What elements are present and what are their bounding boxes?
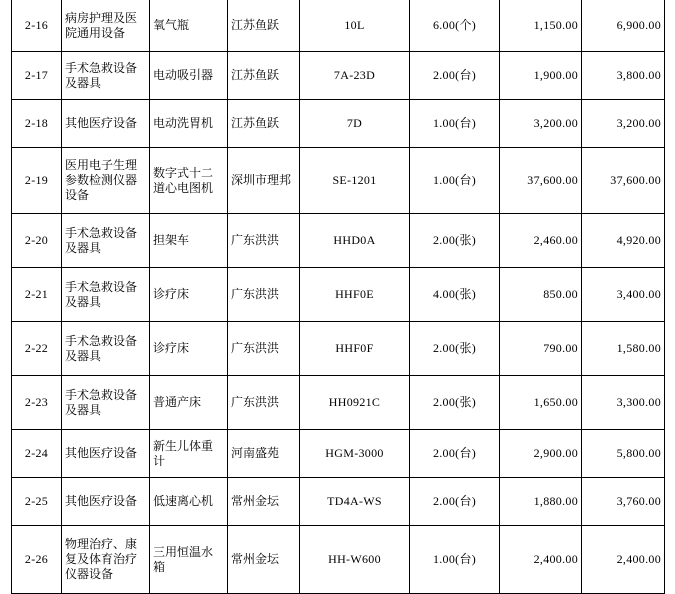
cell-category: 物理治疗、康复及体育治疗仪器设备 [62,526,150,594]
cell-quantity: 2.00(张) [410,322,500,376]
cell-name: 担架车 [150,214,228,268]
cell-index: 2-17 [12,52,62,100]
table-row [12,214,665,268]
table-row [12,100,665,148]
cell-quantity: 2.00(张) [410,376,500,430]
cell-unit-price: 1,650.00 [500,376,582,430]
cell-model: SE-1201 [300,148,410,214]
cell-brand: 江苏鱼跃 [228,52,300,100]
cell-model: HHF0E [300,268,410,322]
cell-category: 手术急救设备及器具 [62,52,150,100]
cell-unit-price: 1,150.00 [500,0,582,52]
cell-quantity: 4.00(张) [410,268,500,322]
cell-quantity: 1.00(台) [410,148,500,214]
cell-quantity: 2.00(台) [410,52,500,100]
cell-amount: 3,300.00 [582,376,665,430]
cell-category: 其他医疗设备 [62,478,150,526]
cell-name: 氧气瓶 [150,0,228,52]
equipment-table [11,0,665,594]
cell-category: 其他医疗设备 [62,100,150,148]
cell-model: 7D [300,100,410,148]
cell-category: 手术急救设备及器具 [62,268,150,322]
cell-index: 2-16 [12,0,62,52]
cell-model: 10L [300,0,410,52]
cell-index: 2-23 [12,376,62,430]
cell-brand: 江苏鱼跃 [228,0,300,52]
cell-index: 2-19 [12,148,62,214]
cell-name: 电动洗胃机 [150,100,228,148]
cell-unit-price: 790.00 [500,322,582,376]
cell-category: 手术急救设备及器具 [62,214,150,268]
cell-model: HGM-3000 [300,430,410,478]
cell-name: 诊疗床 [150,268,228,322]
cell-amount: 4,920.00 [582,214,665,268]
cell-index: 2-25 [12,478,62,526]
cell-amount: 3,800.00 [582,52,665,100]
cell-amount: 37,600.00 [582,148,665,214]
cell-unit-price: 2,460.00 [500,214,582,268]
cell-brand: 河南盛苑 [228,430,300,478]
cell-model: 7A-23D [300,52,410,100]
cell-brand: 广东洪洪 [228,214,300,268]
table-row [12,148,665,214]
cell-name: 诊疗床 [150,322,228,376]
table-row [12,430,665,478]
cell-model: HHF0F [300,322,410,376]
cell-model: HHD0A [300,214,410,268]
cell-brand: 常州金坛 [228,478,300,526]
cell-category: 手术急救设备及器具 [62,376,150,430]
table-row [12,322,665,376]
cell-brand: 广东洪洪 [228,376,300,430]
table-row [12,478,665,526]
cell-name: 电动吸引器 [150,52,228,100]
cell-name: 普通产床 [150,376,228,430]
cell-index: 2-22 [12,322,62,376]
cell-quantity: 1.00(台) [410,526,500,594]
cell-index: 2-24 [12,430,62,478]
cell-name: 数字式十二道心电图机 [150,148,228,214]
cell-amount: 5,800.00 [582,430,665,478]
cell-quantity: 2.00(台) [410,430,500,478]
cell-category: 手术急救设备及器具 [62,322,150,376]
cell-amount: 3,200.00 [582,100,665,148]
table-row [12,376,665,430]
cell-brand: 江苏鱼跃 [228,100,300,148]
cell-model: TD4A-WS [300,478,410,526]
cell-amount: 3,760.00 [582,478,665,526]
cell-index: 2-26 [12,526,62,594]
cell-unit-price: 1,880.00 [500,478,582,526]
cell-quantity: 2.00(张) [410,214,500,268]
cell-amount: 1,580.00 [582,322,665,376]
table-row [12,268,665,322]
cell-brand: 广东洪洪 [228,268,300,322]
cell-category: 医用电子生理参数检测仪器设备 [62,148,150,214]
cell-unit-price: 850.00 [500,268,582,322]
cell-index: 2-20 [12,214,62,268]
cell-model: HH0921C [300,376,410,430]
cell-unit-price: 37,600.00 [500,148,582,214]
cell-category: 病房护理及医院通用设备 [62,0,150,52]
cell-unit-price: 3,200.00 [500,100,582,148]
cell-index: 2-18 [12,100,62,148]
cell-model: HH-W600 [300,526,410,594]
cell-amount: 6,900.00 [582,0,665,52]
cell-name: 新生儿体重计 [150,430,228,478]
cell-brand: 常州金坛 [228,526,300,594]
cell-amount: 2,400.00 [582,526,665,594]
table-row [12,52,665,100]
table-body [12,0,665,594]
cell-category: 其他医疗设备 [62,430,150,478]
cell-brand: 广东洪洪 [228,322,300,376]
cell-quantity: 1.00(台) [410,100,500,148]
cell-amount: 3,400.00 [582,268,665,322]
cell-quantity: 2.00(台) [410,478,500,526]
cell-name: 三用恒温水箱 [150,526,228,594]
cell-quantity: 6.00(个) [410,0,500,52]
cell-name: 低速离心机 [150,478,228,526]
cell-brand: 深圳市理邦 [228,148,300,214]
cell-index: 2-21 [12,268,62,322]
cell-unit-price: 2,400.00 [500,526,582,594]
cell-unit-price: 1,900.00 [500,52,582,100]
cell-unit-price: 2,900.00 [500,430,582,478]
table-row [12,0,665,52]
